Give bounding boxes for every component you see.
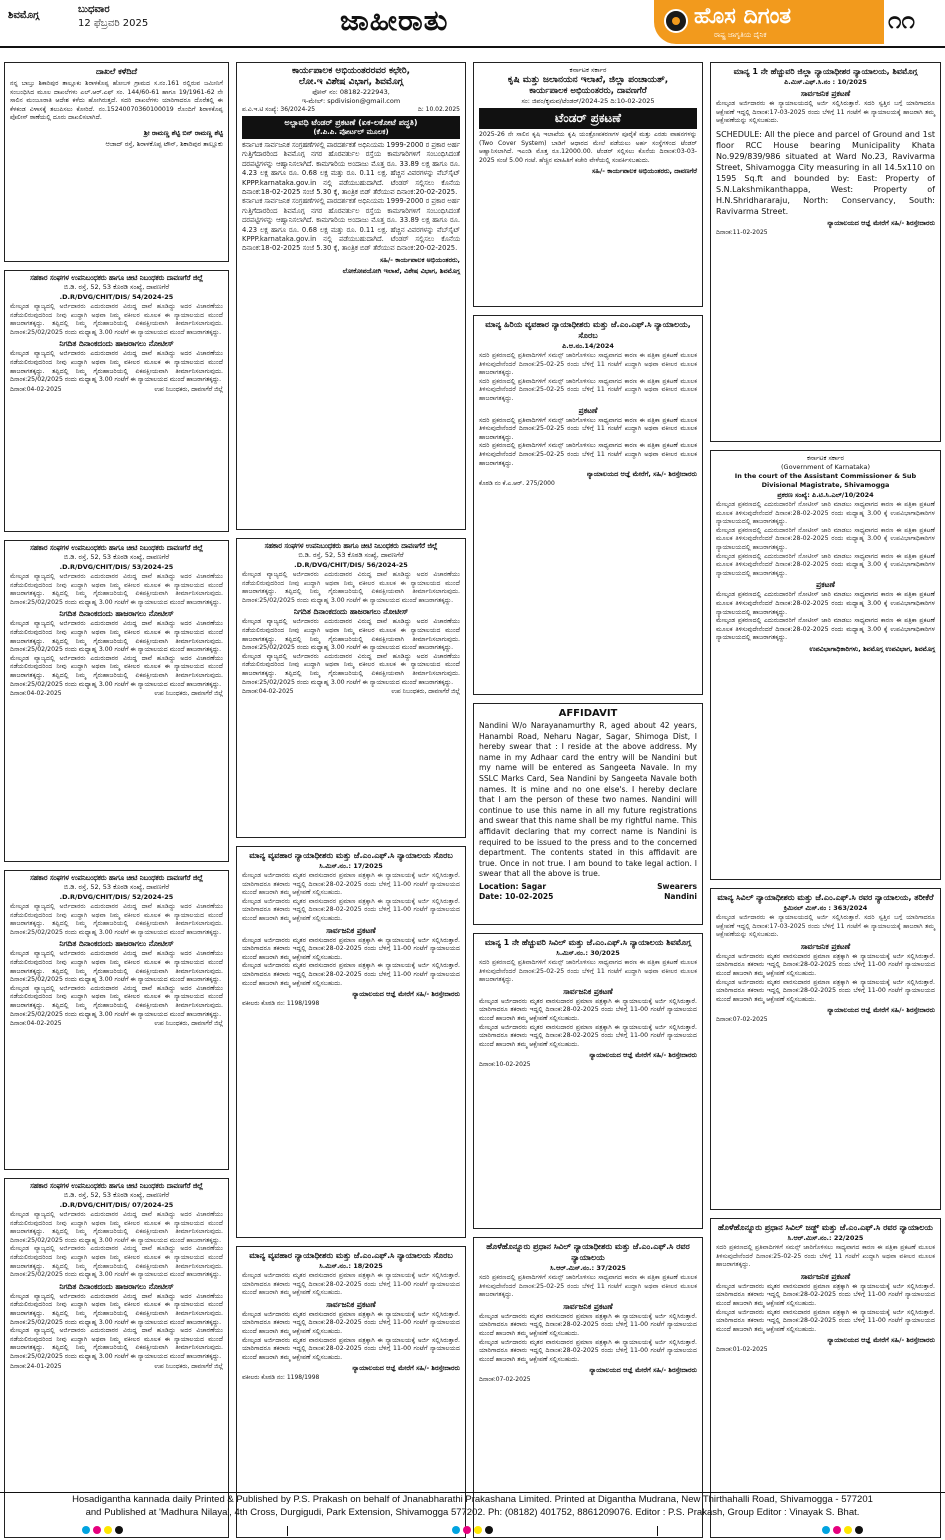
notice-body-5: ಮೇಲ್ಕಂಡ ಪ್ರಕರಣದಲ್ಲಿ ಎದುರುದಾರರಿಗೆ ನೋಟೀಸ್ ಜಾರಿ ಮಾಡಲು ಸಾಧ್ಯವಾಗದ ಕಾರಣ ಈ ಪತ್ರಿಕಾ ಪ್ರಕಟಣೆ ಮೂಲಕ ತಿಳಿಸುವುದೇನೆಂದರೆ ದಿನಾಂಕ:28-02-2025 ರಂದು ಮಧ್ಯಾಹ್ನ 3.00 ಕ್ಕೆ ಉಪವಿಭಾಗಾಧಿಕಾರಿಗಳ ನ್ಯಾಯಾಲಯದಲ್ಲಿ ಹಾಜರಾಗತಕ್ಕದ್ದು. [716,617,935,642]
notice-signature: ಉಪ ನಿಬಂಧಕರು, ದಾವಣಗೆರೆ ಜಿಲ್ಲೆ [154,385,223,393]
notice-title: ಮಾನ್ಯ ವ್ಯವಹಾರ ನ್ಯಾಯಾಧೀಶರು ಮತ್ತು ಜೆ.ಎಂ.ಎಫ್.ಸಿ ನ್ಯಾಯಾಲಯ ಸೊರಬ [249,1251,453,1260]
notice-title: ಹೊಳೆಹೊನ್ನೂರು ಪ್ರಧಾನ ಸಿವಿಲ್ ನ್ಯಾಯಾಧೀಶರು ಮತ್ತು ಜೆ.ಎಂ.ಎಫ್.ಸಿ ರವರ ನ್ಯಾಯಾಲಯ [486,1242,690,1262]
affidavit-swearer: Nandini [664,891,697,901]
notice-ref: ಪಿ.ಮಿಸ್.ಎಫ್.ಸಿ.ನಂ : 10/2025 [784,78,867,86]
notice-body-4: ಮೇಲ್ಕಂಡ ಅರ್ಜಿದಾರರು ಮೃತರ ವಾರಸುದಾರರ ಪ್ರಮಾಣ ಪತ್ರಕ್ಕಾಗಿ ಈ ನ್ಯಾಯಾಲಯಕ್ಕೆ ಅರ್ಜಿ ಸಲ್ಲಿಸಿರುತ್ತಾರೆ. ಯಾರಿಗಾದರೂ ತಕರಾರು ಇದ್ದಲ್ಲಿ ದಿನಾಂಕ:28-02-2025 ರಂದು ಬೆಳಿಗ್ಗೆ 11-00 ಗಂಟೆಗೆ ನ್ಯಾಯಾಲಯದ ಮುಂದೆ ಹಾಜರಾಗಿ ತಮ್ಮ ಆಕ್ಷೇಪಣೆ ಸಲ್ಲಿಸಬಹುದು. [242,962,460,987]
notice-body-2: ಮೇಲ್ಕಂಡ ವ್ಯಾಜ್ಯದಲ್ಲಿ ಅರ್ಜಿದಾರರು ಎದುರುದಾರರ ವಿರುದ್ಧ ದಾವೆ ಹೂಡಿದ್ದು ಅದರ ವಿಚಾರಣೆಯು ನಡೆಯಲಿರುವುದರಿಂದ ನೀವು ಖುದ್ದಾಗಿ ಅಥವಾ ನಿಮ್ಮ ವಕೀಲರ ಮೂಲಕ ಈ ನ್ಯಾಯಾಲಯದ ಮುಂದೆ ಹಾಜರಾಗತಕ್ಕದ್ದು. ತಪ್ಪಿದಲ್ಲಿ ನಿಮ್ಮ ಗೈರುಹಾಜರಿಯಲ್ಲಿ ಏಕಪಕ್ಷೀಯವಾಗಿ ತೀರ್ಮಾನಿಸಲಾಗುವುದು. ದಿನಾಂಕ:25/02/2025 ರಂದು ಮಧ್ಯಾಹ್ನ 3.00 ಗಂಟೆಗೆ ಈ ನ್ಯಾಯಾಲಯದ ಮುಂದೆ ಹಾಜರಾಗತಕ್ಕದ್ದು. [242,618,460,652]
notice-heading: ಸಾರ್ವಜನಿಕ ಪ್ರಕಟಣೆ [800,941,851,951]
date: 12 ಫೆಬ್ರವರಿ 2025 [78,18,149,29]
magenta-dot-icon [93,1526,101,1534]
notice-body-4: ಮೇಲ್ಕಂಡ ಪ್ರಕರಣದಲ್ಲಿ ಎದುರುದಾರರಿಗೆ ನೋಟೀಸ್ ಜಾರಿ ಮಾಡಲು ಸಾಧ್ಯವಾಗದ ಕಾರಣ ಈ ಪತ್ರಿಕಾ ಪ್ರಕಟಣೆ ಮೂಲಕ ತಿಳಿಸುವುದೇನೆಂದರೆ ದಿನಾಂಕ:28-02-2025 ರಂದು ಮಧ್ಯಾಹ್ನ 3.00 ಕ್ಕೆ ಉಪವಿಭಾಗಾಧಿಕಾರಿಗಳ ನ್ಯಾಯಾಲಯದಲ್ಲಿ ಹಾಜರಾಗತಕ್ಕದ್ದು. [716,591,935,616]
imprint-line-2: and Published at 'Madhura Nilaya', 4th Cross, Durgigudi, Park Extension, Shivamogga 577202. Ph: (08182) 401752, 8861209076. Editor : P.S. Prakash, Group Editor : Vinayak S. Bhat. [85,1507,860,1518]
notice-signature-2: ಲೋಕೋಪಯೋಗಿ ಇಲಾಖೆ, ವಿಶೇಷ ವಿಭಾಗ, ಶಿವಮೊಗ್ಗ [342,266,460,275]
notice-signature: ನ್ಯಾಯಾಲಯದ ಆಜ್ಞೆ ಮೇರೆಗೆ ಸಹಿ/- ಶಿರಸ್ತೇದಾರರು [589,1051,697,1060]
notice-address: ಬಿ.ಡಿ. ರಸ್ತೆ, 52, 53 ಕೊಠಡಿ ಸಂಖ್ಯೆ, ದಾವಣಗೆರೆ [298,551,404,559]
notice-ref: ಕ್ರಿಮಿನಲ್ ಮಿಸ್.ನಂ : 363/2024 [783,904,868,912]
court-notice-shivamogga [473,933,703,1229]
notice-gov-en: (Government of Karnataka) [781,463,870,471]
notice-title: ಕಾರ್ಯಪಾಲಕ ಅಭಿಯಂತರರವರ ಕಛೇರಿ, [291,66,411,76]
notice-date: ದಿನಾಂಕ:10-02-2025 [479,1061,531,1069]
notice-title-2: ಕಾರ್ಯಪಾಲಕ ಅಭಿಯಂತರರು, ದಾವಣಗೆರೆ [529,86,647,96]
notice-heading: ನಿಗದಿತ ದಿನಾಂಕದಂದು ಹಾಜರಾಗಲು ನೋಟೀಸ್ [59,1281,174,1291]
court-notice-district [710,62,941,442]
section-title: ಜಾಹೀರಾತು [340,4,449,37]
notice-head: ಸಹಕಾರ ಸಂಘಗಳ ಉಪನಿಬಂಧಕರು ಹಾಗೂ ಚೀಟಿ ನಿಬಂಧಕರು ದಾವಣಗೆರೆ ಜಿಲ್ಲೆ [30,1182,203,1190]
notice-ref: ಸಿ.ಆರ್.ಮಿಸ್.ನಂ.: 22/2025 [787,1234,864,1242]
notice-address: ಆಜಾದ್ ರಸ್ತೆ, ಶಿರಾಳಕೊಪ್ಪ ಟೌನ್, ಶಿಕಾರಿಪುರ ತಾಲ್ಲೂಕು [105,139,223,148]
notice-ref: ಸಂ: ಜಿಪಂ/ಕೃಮವ/ಟೆಂಡರ್/2024-25 ದಿ:10-02-2025 [521,97,655,105]
notice-body-2: ಕರ್ನಾಟಕ ಸಾರ್ವಜನಿಕ ಸಂಗ್ರಹಣೆಗಳಲ್ಲಿ ಪಾರದರ್ಶಕತೆ ಅಧಿನಿಯಮ 1999-2000 ರ ಪ್ರಕಾರ ಅರ್ಹ ಗುತ್ತಿಗೆದಾರರಿಂದ ಶಿವಮೊಗ್ಗ ನಗರ ಹೊರವರ್ತುಲ ರಸ್ತೆಯ ಕಾಮಗಾರಿಗಳಿಗೆ ಸಂಬಂಧಿಸಿದಂತೆ ದರಪಟ್ಟಿಗಳನ್ನು ಆಹ್ವಾನಿಸಲಾಗಿದೆ. ಕಾಮಗಾರಿಯ ಅಂದಾಜು ಮೊತ್ತ ರೂ. 33.89 ಲಕ್ಷ ಹಾಗೂ ರೂ. 4.23 ಲಕ್ಷ ಹಾಗೂ ರೂ. 0.68 ಲಕ್ಷ ಮತ್ತು ರೂ. 0.11 ಲಕ್ಷ. ಹೆಚ್ಚಿನ ವಿವರಗಳನ್ನು ವೆಬ್‌ಸೈಟ್ KPPP.karnataka.gov.in ನಲ್ಲಿ ಪಡೆಯಬಹುದಾಗಿದೆ. ಟೆಂಡರ್ ಸಲ್ಲಿಸಲು ಕೊನೆಯ ದಿನಾಂಕ:18-02-2025 ಸಂಜೆ 5.30 ಕ್ಕೆ, ತಾಂತ್ರಿಕ ಬಿಡ್ ತೆರೆಯುವ ದಿನಾಂಕ:20-02-2025. [242,197,460,253]
notice-body-3: ಮೇಲ್ಕಂಡ ಅರ್ಜಿದಾರರು ಮೃತರ ವಾರಸುದಾರರ ಪ್ರಮಾಣ ಪತ್ರಕ್ಕಾಗಿ ಈ ನ್ಯಾಯಾಲಯಕ್ಕೆ ಅರ್ಜಿ ಸಲ್ಲಿಸಿರುತ್ತಾರೆ. ಯಾರಿಗಾದರೂ ತಕರಾರು ಇದ್ದಲ್ಲಿ ದಿನಾಂಕ:28-02-2025 ರಂದು ಬೆಳಿಗ್ಗೆ 11-00 ಗಂಟೆಗೆ ನ್ಯಾಯಾಲಯದ ಮುಂದೆ ಹಾಜರಾಗಿ ತಮ್ಮ ಆಕ್ಷೇಪಣೆ ಸಲ್ಲಿಸಬಹುದು. [242,936,460,961]
cyan-dot-icon [822,1526,830,1534]
notice-ref: ಪಿ.ಆ.ನಂ.14/2024 [562,342,614,350]
notice-ref: ಪ್ರಕರಣ ಸಂಖ್ಯೆ: ಪಿ.ಟಿ.ಸಿ.ಎಲ್/10/2024 [777,491,874,499]
notice-date: ದಿನಾಂಕ:07-02-2025 [479,1376,531,1384]
page-number: ೧೧ [888,6,915,34]
notice-heading: ಸಾರ್ವಜನಿಕ ಪ್ರಕಟಣೆ [563,1301,613,1311]
banner-line-1: ಅಲ್ಪಾವಧಿ ಟೆಂಡರ್ ಪ್ರಕಟಣೆ (ಏಕ-ಲಕೋಟೆ ಪದ್ಧತಿ) [284,118,418,127]
notice-signature: ನ್ಯಾಯಾಲಯದ ಆಜ್ಞೆ ಮೇರೆಗೆ, ಸಹಿ/- ಶಿರಸ್ತೇದಾರರು [586,470,697,479]
notice-signature: ಸಹಿ/- ಕಾರ್ಯಪಾಲಕ ಅಭಿಯಂತರರು, [379,255,460,264]
notice-phone: ಫೋನ್ ನಂ: 08182-222943, [312,88,390,96]
notice-title: ದಾಖಲೆ ಕಳೆದಿದೆ [95,67,138,76]
notice-heading: ನಿಗದಿತ ದಿನಾಂಕದಂದು ಹಾಜರಾಗಲು ನೋಟೀಸ್ [293,607,409,617]
brand-name: ಹೊಸ ದಿಗಂತ [694,4,792,29]
coop-notice [236,538,466,838]
notice-signature: ಉಪ ನಿಬಂಧಕರು, ದಾವಣಗೆರೆ ಜಿಲ್ಲೆ [154,1362,223,1370]
notice-body: ಸದರಿ ಪ್ರಕರಣದಲ್ಲಿ ಪ್ರತಿವಾದಿಗಳಿಗೆ ಸಮನ್ಸ್ ಜಾರಿಗೊಳಿಸಲು ಸಾಧ್ಯವಾಗದ ಕಾರಣ ಈ ಪತ್ರಿಕಾ ಪ್ರಕಟಣೆ ಮೂಲಕ ತಿಳಿಸುವುದೇನೆಂದರೆ ದಿನಾಂಕ:25-02-25 ರಂದು ಬೆಳಿಗ್ಗೆ 11 ಗಂಟೆಗೆ ಖುದ್ದಾಗಿ ಅಥವಾ ವಕೀಲರ ಮೂಲಕ ಹಾಜರಾಗತಕ್ಕದ್ದು. [479,1274,697,1299]
notice-body: ಮೇಲ್ಕಂಡ ಪ್ರಕರಣದಲ್ಲಿ ಎದುರುದಾರರಿಗೆ ನೋಟೀಸ್ ಜಾರಿ ಮಾಡಲು ಸಾಧ್ಯವಾಗದ ಕಾರಣ ಈ ಪತ್ರಿಕಾ ಪ್ರಕಟಣೆ ಮೂಲಕ ತಿಳಿಸುವುದೇನೆಂದರೆ ದಿನಾಂಕ:28-02-2025 ರಂದು ಮಧ್ಯಾಹ್ನ 3.00 ಕ್ಕೆ ಉಪವಿಭಾಗಾಧಿಕಾರಿಗಳ ನ್ಯಾಯಾಲಯದಲ್ಲಿ ಹಾಜರಾಗತಕ್ಕದ್ದು. [716,501,935,526]
court-notice-holehonnur [710,1218,941,1538]
brand-tagline: ರಾಷ್ಟ್ರ ಜಾಗೃತಿಯ ದೈನಿಕ [714,31,767,39]
notice-body-2: ಮೇಲ್ಕಂಡ ವ್ಯಾಜ್ಯದಲ್ಲಿ ಅರ್ಜಿದಾರರು ಎದುರುದಾರರ ವಿರುದ್ಧ ದಾವೆ ಹೂಡಿದ್ದು ಅದರ ವಿಚಾರಣೆಯು ನಡೆಯಲಿರುವುದರಿಂದ ನೀವು ಖುದ್ದಾಗಿ ಅಥವಾ ನಿಮ್ಮ ವಕೀಲರ ಮೂಲಕ ಈ ನ್ಯಾಯಾಲಯದ ಮುಂದೆ ಹಾಜರಾಗತಕ್ಕದ್ದು. ತಪ್ಪಿದಲ್ಲಿ ನಿಮ್ಮ ಗೈರುಹಾಜರಿಯಲ್ಲಿ ಏಕಪಕ್ಷೀಯವಾಗಿ ತೀರ್ಮಾನಿಸಲಾಗುವುದು. ದಿನಾಂಕ:25/02/2025 ರಂದು ಮಧ್ಯಾಹ್ನ 3.00 ಗಂಟೆಗೆ ಈ ನ್ಯಾಯಾಲಯದ ಮುಂದೆ ಹಾಜರಾಗತಕ್ಕದ್ದು. [10,950,223,984]
notice-court-en: In the court of the Assistant Commissioner & Sub Divisional Magistrate, Shivamogga [734,472,917,489]
registration-marks [822,1526,863,1538]
notice-ref: .D.R/DVG/CHIT/DIS/ 52/2024-25 [59,893,174,901]
notice-body-3: ಮೇಲ್ಕಂಡ ವ್ಯಾಜ್ಯದಲ್ಲಿ ಅರ್ಜಿದಾರರು ಎದುರುದಾರರ ವಿರುದ್ಧ ದಾವೆ ಹೂಡಿದ್ದು ಅದರ ವಿಚಾರಣೆಯು ನಡೆಯಲಿರುವುದರಿಂದ ನೀವು ಖುದ್ದಾಗಿ ಅಥವಾ ನಿಮ್ಮ ವಕೀಲರ ಮೂಲಕ ಈ ನ್ಯಾಯಾಲಯದ ಮುಂದೆ ಹಾಜರಾಗತಕ್ಕದ್ದು. ತಪ್ಪಿದಲ್ಲಿ ನಿಮ್ಮ ಗೈರುಹಾಜರಿಯಲ್ಲಿ ಏಕಪಕ್ಷೀಯವಾಗಿ ತೀರ್ಮಾನಿಸಲಾಗುವುದು. ದಿನಾಂಕ:25/02/2025 ರಂದು ಮಧ್ಯಾಹ್ನ 3.00 ಗಂಟೆಗೆ ಈ ನ್ಯಾಯಾಲಯದ ಮುಂದೆ ಹಾಜರಾಗತಕ್ಕದ್ದು. [10,984,223,1018]
notice-body: ಮೇಲ್ಕಂಡ ವ್ಯಾಜ್ಯದಲ್ಲಿ ಅರ್ಜಿದಾರರು ಎದುರುದಾರರ ವಿರುದ್ಧ ದಾವೆ ಹೂಡಿದ್ದು ಅದರ ವಿಚಾರಣೆಯು ನಡೆಯಲಿರುವುದರಿಂದ ನೀವು ಖುದ್ದಾಗಿ ಅಥವಾ ನಿಮ್ಮ ವಕೀಲರ ಮೂಲಕ ಈ ನ್ಯಾಯಾಲಯದ ಮುಂದೆ ಹಾಜರಾಗತಕ್ಕದ್ದು. ತಪ್ಪಿದಲ್ಲಿ ನಿಮ್ಮ ಗೈರುಹಾಜರಿಯಲ್ಲಿ ಏಕಪಕ್ಷೀಯವಾಗಿ ತೀರ್ಮಾನಿಸಲಾಗುವುದು. ದಿನಾಂಕ:25/02/2025 ರಂದು ಮಧ್ಯಾಹ್ನ 3.00 ಗಂಟೆಗೆ ಈ ನ್ಯಾಯಾಲಯದ ಮುಂದೆ ಹಾಜರಾಗತಕ್ಕದ್ದು. [10,303,223,336]
notice-signature: ನ್ಯಾಯಾಲಯದ ಆಜ್ಞೆ ಮೇರೆಗೆ ಸಹಿ/- ಶಿರಸ್ತೇದಾರರು [827,218,935,227]
notice-gov: ಕರ್ನಾಟಕ ಸರ್ಕಾರ [807,454,844,462]
notice-ref: .D.R/DVG/CHIT/DIS/ 53/2024-25 [59,563,174,571]
notice-body: ಸದರಿ ಪ್ರಕರಣದಲ್ಲಿ ಪ್ರತಿವಾದಿಗಳಿಗೆ ಸಮನ್ಸ್ ಜಾರಿಗೊಳಿಸಲು ಸಾಧ್ಯವಾಗದ ಕಾರಣ ಈ ಪತ್ರಿಕಾ ಪ್ರಕಟಣೆ ಮೂಲಕ ತಿಳಿಸುವುದೇನೆಂದರೆ ದಿನಾಂಕ:25-02-25 ರಂದು ಬೆಳಿಗ್ಗೆ 11 ಗಂಟೆಗೆ ಖುದ್ದಾಗಿ ಅಥವಾ ವಕೀಲರ ಮೂಲಕ ಹಾಜರಾಗತಕ್ಕದ್ದು. [716,1244,935,1269]
notice-ref: .D.R/DVG/CHIT/DIS/ 54/2024-25 [59,293,174,301]
notice-heading: ಸಾರ್ವಜನಿಕ ಪ್ರಕಟಣೆ [800,1271,851,1281]
notice-date: ದಿನಾಂಕ:04-02-2025 [10,385,62,393]
notice-heading: ಪ್ರಕಟಣೆ [578,405,598,415]
notice-head: ಸಹಕಾರ ಸಂಘಗಳ ಉಪನಿಬಂಧಕರು ಹಾಗೂ ಚೀಟಿ ನಿಬಂಧಕರು ದಾವಣಗೆರೆ ಜಿಲ್ಲೆ [30,874,203,882]
notice-date: ದಿನಾಂಕ:07-02-2025 [716,1016,768,1024]
newspaper-logo-icon [664,9,688,33]
notice-date: ದಿ: 10.02.2025 [417,106,460,113]
notice-signature: ಉಪ ನಿಬಂಧಕರು, ದಾವಣಗೆರೆ ಜಿಲ್ಲೆ [391,688,460,696]
notice-signature: ಶ್ರೀ ರಾಮಣ್ಣ ಶೆಟ್ಟಿ ಬಿನ್ ರಾಮಣ್ಣ ಶೆಟ್ಟಿ [143,128,223,137]
notice-title-2: ಲೋ.ಇ ವಿಶೇಷ ವಿಭಾಗ, ಶಿವಮೊಗ್ಗ [298,77,404,87]
notice-body: ಮೇಲ್ಕಂಡ ವ್ಯಾಜ್ಯದಲ್ಲಿ ಅರ್ಜಿದಾರರು ಎದುರುದಾರರ ವಿರುದ್ಧ ದಾವೆ ಹೂಡಿದ್ದು ಅದರ ವಿಚಾರಣೆಯು ನಡೆಯಲಿರುವುದರಿಂದ ನೀವು ಖುದ್ದಾಗಿ ಅಥವಾ ನಿಮ್ಮ ವಕೀಲರ ಮೂಲಕ ಈ ನ್ಯಾಯಾಲಯದ ಮುಂದೆ ಹಾಜರಾಗತಕ್ಕದ್ದು. ತಪ್ಪಿದಲ್ಲಿ ನಿಮ್ಮ ಗೈರುಹಾಜರಿಯಲ್ಲಿ ಏಕಪಕ್ಷೀಯವಾಗಿ ತೀರ್ಮಾನಿಸಲಾಗುವುದು. ದಿನಾಂಕ:25/02/2025 ರಂದು ಮಧ್ಯಾಹ್ನ 3.00 ಗಂಟೆಗೆ ಈ ನ್ಯಾಯಾಲಯದ ಮುಂದೆ ಹಾಜರಾಗತಕ್ಕದ್ದು. [242,571,460,604]
notice-body-3: ಮೇಲ್ಕಂಡ ಪ್ರಕರಣದಲ್ಲಿ ಎದುರುದಾರರಿಗೆ ನೋಟೀಸ್ ಜಾರಿ ಮಾಡಲು ಸಾಧ್ಯವಾಗದ ಕಾರಣ ಈ ಪತ್ರಿಕಾ ಪ್ರಕಟಣೆ ಮೂಲಕ ತಿಳಿಸುವುದೇನೆಂದರೆ ದಿನಾಂಕ:28-02-2025 ರಂದು ಮಧ್ಯಾಹ್ನ 3.00 ಕ್ಕೆ ಉಪವಿಭಾಗಾಧಿಕಾರಿಗಳ ನ್ಯಾಯಾಲಯದಲ್ಲಿ ಹಾಜರಾಗತಕ್ಕದ್ದು. [716,552,935,577]
notice-body-2: ಸದರಿ ಪ್ರಕರಣದಲ್ಲಿ ಪ್ರತಿವಾದಿಗಳಿಗೆ ಸಮನ್ಸ್ ಜಾರಿಗೊಳಿಸಲು ಸಾಧ್ಯವಾಗದ ಕಾರಣ ಈ ಪತ್ರಿಕಾ ಪ್ರಕಟಣೆ ಮೂಲಕ ತಿಳಿಸುವುದೇನೆಂದರೆ ದಿನಾಂಕ:25-02-25 ರಂದು ಬೆಳಿಗ್ಗೆ 11 ಗಂಟೆಗೆ ಖುದ್ದಾಗಿ ಅಥವಾ ವಕೀಲರ ಮೂಲಕ ಹಾಜರಾಗತಕ್ಕದ್ದು. [479,377,697,402]
notice-ref: ಸಿ.ಮಿಸ್.ನಂ.: 30/2025 [556,949,620,957]
notice-ref: ಸಿ.ಮಿಸ್.ನಂ.: 18/2025 [319,1262,383,1270]
notice-signature: ನ್ಯಾಯಾಲಯದ ಆಜ್ಞೆ ಮೇರೆಗೆ ಸಹಿ/- ಶಿರಸ್ತೇದಾರರು [589,1366,697,1375]
advocate-ref: ವಕೀಲರು ಕೊಠಡಿ ನಂ: 1198/1998 [242,1374,320,1382]
notice-body-3: ಮೇಲ್ಕಂಡ ವ್ಯಾಜ್ಯದಲ್ಲಿ ಅರ್ಜಿದಾರರು ಎದುರುದಾರರ ವಿರುದ್ಧ ದಾವೆ ಹೂಡಿದ್ದು ಅದರ ವಿಚಾರಣೆಯು ನಡೆಯಲಿರುವುದರಿಂದ ನೀವು ಖುದ್ದಾಗಿ ಅಥವಾ ನಿಮ್ಮ ವಕೀಲರ ಮೂಲಕ ಈ ನ್ಯಾಯಾಲಯದ ಮುಂದೆ ಹಾಜರಾಗತಕ್ಕದ್ದು. ತಪ್ಪಿದಲ್ಲಿ ನಿಮ್ಮ ಗೈರುಹಾಜರಿಯಲ್ಲಿ ಏಕಪಕ್ಷೀಯವಾಗಿ ತೀರ್ಮಾನಿಸಲಾಗುವುದು. ದಿನಾಂಕ:25/02/2025 ರಂದು ಮಧ್ಯಾಹ್ನ 3.00 ಗಂಟೆಗೆ ಈ ನ್ಯಾಯಾಲಯದ ಮುಂದೆ ಹಾಜರಾಗತಕ್ಕದ್ದು. [242,652,460,686]
black-dot-icon [855,1526,863,1534]
notice-body-2: ಮೇಲ್ಕಂಡ ಅರ್ಜಿದಾರರು ಮೃತರ ವಾರಸುದಾರರ ಪ್ರಮಾಣ ಪತ್ರಕ್ಕಾಗಿ ಈ ನ್ಯಾಯಾಲಯಕ್ಕೆ ಅರ್ಜಿ ಸಲ್ಲಿಸಿರುತ್ತಾರೆ. ಯಾರಿಗಾದರೂ ತಕರಾರು ಇದ್ದಲ್ಲಿ ದಿನಾಂಕ:28-02-2025 ರಂದು ಬೆಳಿಗ್ಗೆ 11-00 ಗಂಟೆಗೆ ನ್ಯಾಯಾಲಯದ ಮುಂದೆ ಹಾಜರಾಗಿ ತಮ್ಮ ಆಕ್ಷೇಪಣೆ ಸಲ್ಲಿಸಬಹುದು. [716,1282,935,1307]
lost-document-notice [4,62,229,262]
notice-body-4: ಸದರಿ ಪ್ರಕರಣದಲ್ಲಿ ಪ್ರತಿವಾದಿಗಳಿಗೆ ಸಮನ್ಸ್ ಜಾರಿಗೊಳಿಸಲು ಸಾಧ್ಯವಾಗದ ಕಾರಣ ಈ ಪತ್ರಿಕಾ ಪ್ರಕಟಣೆ ಮೂಲಕ ತಿಳಿಸುವುದೇನೆಂದರೆ ದಿನಾಂಕ:25-02-25 ರಂದು ಬೆಳಿಗ್ಗೆ 11 ಗಂಟೆಗೆ ಖುದ್ದಾಗಿ ಅಥವಾ ವಕೀಲರ ಮೂಲಕ ಹಾಜರಾಗತಕ್ಕದ್ದು. [479,442,697,467]
notice-body-3: ಮೇಲ್ಕಂಡ ವ್ಯಾಜ್ಯದಲ್ಲಿ ಅರ್ಜಿದಾರರು ಎದುರುದಾರರ ವಿರುದ್ಧ ದಾವೆ ಹೂಡಿದ್ದು ಅದರ ವಿಚಾರಣೆಯು ನಡೆಯಲಿರುವುದರಿಂದ ನೀವು ಖುದ್ದಾಗಿ ಅಥವಾ ನಿಮ್ಮ ವಕೀಲರ ಮೂಲಕ ಈ ನ್ಯಾಯಾಲಯದ ಮುಂದೆ ಹಾಜರಾಗತಕ್ಕದ್ದು. ತಪ್ಪಿದಲ್ಲಿ ನಿಮ್ಮ ಗೈರುಹಾಜರಿಯಲ್ಲಿ ಏಕಪಕ್ಷೀಯವಾಗಿ ತೀರ್ಮಾನಿಸಲಾಗುವುದು. ದಿನಾಂಕ:25/02/2025 ರಂದು ಮಧ್ಯಾಹ್ನ 3.00 ಗಂಟೆಗೆ ಈ ನ್ಯಾಯಾಲಯದ ಮುಂದೆ ಹಾಜರಾಗತಕ್ಕದ್ದು. [10,654,223,688]
notice-heading: ನಿಗದಿತ ದಿನಾಂಕದಂದು ಹಾಜರಾಗಲು ನೋಟೀಸ್ [59,339,174,349]
yellow-dot-icon [844,1526,852,1534]
masthead [0,0,945,48]
court-notice-sorab [473,315,703,695]
notice-banner [242,116,460,139]
affidavit-body: Nandini W/o Narayanamurthy R, aged about 42 years, Hanambi Road, Neharu Nagar, Sagar, Shimoga Dist, I hereby swear that : I reside at the above address. My name in my Adhaar card the entry will be Nandini but my name will be entered as Sangeeta Navale. In my SSLC Marks Card, Sea Nandini by Sangeeta Navale both names. It is mine and no one else's. I hereby declare that I am the person of these two names. Nandini will continue to use this name in all my future registrations and swear that this name shall be my rightful name. This affidavit declaring that my correct name is Nandini is required to be issued to the press and to the concerned department. The contents stated in this affidavit are true. Once in not true. I am bound to take legal action. I swear that all the above is true. [479,721,697,879]
banner-line-2: (ಕೆ.ಪಿ.ಪಿ. ಪೋರ್ಟಲ್ ಮೂಲಕ) [313,128,389,136]
notice-body-2: ಮೇಲ್ಕಂಡ ವ್ಯಾಜ್ಯದಲ್ಲಿ ಅರ್ಜಿದಾರರು ಎದುರುದಾರರ ವಿರುದ್ಧ ದಾವೆ ಹೂಡಿದ್ದು ಅದರ ವಿಚಾರಣೆಯು ನಡೆಯಲಿರುವುದರಿಂದ ನೀವು ಖುದ್ದಾಗಿ ಅಥವಾ ನಿಮ್ಮ ವಕೀಲರ ಮೂಲಕ ಈ ನ್ಯಾಯಾಲಯದ ಮುಂದೆ ಹಾಜರಾಗತಕ್ಕದ್ದು. ತಪ್ಪಿದಲ್ಲಿ ನಿಮ್ಮ ಗೈರುಹಾಜರಿಯಲ್ಲಿ ಏಕಪಕ್ಷೀಯವಾಗಿ ತೀರ್ಮಾನಿಸಲಾಗುವುದು. ದಿನಾಂಕ:25/02/2025 ರಂದು ಮಧ್ಯಾಹ್ನ 3.00 ಗಂಟೆಗೆ ಈ ನ್ಯಾಯಾಲಯದ ಮುಂದೆ ಹಾಜರಾಗತಕ್ಕದ್ದು. [10,1245,223,1279]
tender-notice-agriculture [473,62,703,307]
registration-marks [452,1526,493,1538]
magenta-dot-icon [463,1526,471,1534]
notice-head: ಸಹಕಾರ ಸಂಘಗಳ ಉಪನಿಬಂಧಕರು ಹಾಗೂ ಚೀಟಿ ನಿಬಂಧಕರು ದಾವಣಗೆರೆ ಜಿಲ್ಲೆ [30,274,203,282]
notice-body: ನನ್ನ ಬಾಬ್ತು ಶಿಕಾರಿಪುರ ತಾಲ್ಲೂಕು ಶಿರಾಳಕೊಪ್ಪ ಹೋಬಳಿ ಗ್ರಾಮದ ಸ.ನಂ.161 ರಲ್ಲಿರುವ ಜಮೀನಿಗೆ ಸಂಬಂಧಿಸಿದ ಮೂಲ ದಾಖಲೆಗಳು ಎಲ್.ಆರ್.ಎಫ್ ಸಂ. 144/60-61 ಹಾಗೂ 19/1961-62 ನೇ ಸಾಲಿನ ಮಂಜೂರಾತಿ ಆದೇಶ ಕಳೆದು ಹೋಗಿರುತ್ತದೆ. ಸದರಿ ದಾಖಲೆಗಳು ಯಾರಿಗಾದರೂ ದೊರೆತಲ್ಲಿ ಈ ಕೆಳಕಂಡ ವಿಳಾಸಕ್ಕೆ ತಲುಪಿಸಲು ಕೋರಿದೆ. ನಂ.15240070360100019 ರೊಂದಿಗೆ ಶಿರಾಳಕೊಪ್ಪ ಪೊಲೀಸ್ ಠಾಣೆಯಲ್ಲಿ ದೂರು ದಾಖಲಿಸಲಾಗಿದೆ. [10,80,223,122]
notice-date: ದಿನಾಂಕ:24-01-2025 [10,1362,62,1370]
notice-signature: ನ್ಯಾಯಾಲಯದ ಆಜ್ಞೆ ಮೇರೆಗೆ ಸಹಿ/- ಶಿರಸ್ತೇದಾರರು [352,1364,460,1373]
affidavit-notice [473,703,703,925]
notice-body-4: ಮೇಲ್ಕಂಡ ವ್ಯಾಜ್ಯದಲ್ಲಿ ಅರ್ಜಿದಾರರು ಎದುರುದಾರರ ವಿರುದ್ಧ ದಾವೆ ಹೂಡಿದ್ದು ಅದರ ವಿಚಾರಣೆಯು ನಡೆಯಲಿರುವುದರಿಂದ ನೀವು ಖುದ್ದಾಗಿ ಅಥವಾ ನಿಮ್ಮ ವಕೀಲರ ಮೂಲಕ ಈ ನ್ಯಾಯಾಲಯದ ಮುಂದೆ ಹಾಜರಾಗತಕ್ಕದ್ದು. ತಪ್ಪಿದಲ್ಲಿ ನಿಮ್ಮ ಗೈರುಹಾಜರಿಯಲ್ಲಿ ಏಕಪಕ್ಷೀಯವಾಗಿ ತೀರ್ಮಾನಿಸಲಾಗುವುದು. ದಿನಾಂಕ:25/02/2025 ರಂದು ಮಧ್ಯಾಹ್ನ 3.00 ಗಂಟೆಗೆ ಈ ನ್ಯಾಯಾಲಯದ ಮುಂದೆ ಹಾಜರಾಗತಕ್ಕದ್ದು. [10,1327,223,1360]
notice-banner: ಟೆಂಡರ್ ಪ್ರಕಟಣೆ [479,108,697,129]
magenta-dot-icon [833,1526,841,1534]
black-dot-icon [485,1526,493,1534]
notice-signature: ಉಪ ನಿಬಂಧಕರು, ದಾವಣಗೆರೆ ಜಿಲ್ಲೆ [154,1020,223,1028]
notice-gov: ಕರ್ನಾಟಕ ಸರ್ಕಾರ [569,66,607,74]
notice-body-2: ಮೇಲ್ಕಂಡ ಅರ್ಜಿದಾರರು ಮೃತರ ವಾರಸುದಾರರ ಪ್ರಮಾಣ ಪತ್ರಕ್ಕಾಗಿ ಈ ನ್ಯಾಯಾಲಯಕ್ಕೆ ಅರ್ಜಿ ಸಲ್ಲಿಸಿರುತ್ತಾರೆ. ಯಾರಿಗಾದರೂ ತಕರಾರು ಇದ್ದಲ್ಲಿ ದಿನಾಂಕ:28-02-2025 ರಂದು ಬೆಳಿಗ್ಗೆ 11-00 ಗಂಟೆಗೆ ನ್ಯಾಯಾಲಯದ ಮುಂದೆ ಹಾಜರಾಗಿ ತಮ್ಮ ಆಕ್ಷೇಪಣೆ ಸಲ್ಲಿಸಬಹುದು. [242,897,460,922]
black-dot-icon [115,1526,123,1534]
cyan-dot-icon [82,1526,90,1534]
notice-signature: ಉಪವಿಭಾಗಾಧಿಕಾರಿಗಳು, ಶಿವಮೊಗ್ಗ ಉಪವಿಭಾಗ, ಶಿವಮೊಗ್ಗ [809,644,935,653]
notice-title: ಮಾನ್ಯ ಸಿವಿಲ್ ನ್ಯಾಯಾಧೀಶರು ಮತ್ತು ಜೆ.ಎಂ.ಎಫ್.ಸಿ ರವರ ನ್ಯಾಯಾಲಯ, ತರೀಕೆರೆ [717,893,934,902]
notice-body-3: ಮೇಲ್ಕಂಡ ಅರ್ಜಿದಾರರು ಮೃತರ ವಾರಸುದಾರರ ಪ್ರಮಾಣ ಪತ್ರಕ್ಕಾಗಿ ಈ ನ್ಯಾಯಾಲಯಕ್ಕೆ ಅರ್ಜಿ ಸಲ್ಲಿಸಿರುತ್ತಾರೆ. ಯಾರಿಗಾದರೂ ತಕರಾರು ಇದ್ದಲ್ಲಿ ದಿನಾಂಕ:28-02-2025 ರಂದು ಬೆಳಿಗ್ಗೆ 11-00 ಗಂಟೆಗೆ ನ್ಯಾಯಾಲಯದ ಮುಂದೆ ಹಾಜರಾಗಿ ತಮ್ಮ ಆಕ್ಷೇಪಣೆ ಸಲ್ಲಿಸಬಹುದು. [479,1023,697,1048]
notice-title: ಮಾನ್ಯ 1 ನೇ ಹೆಚ್ಚುವರಿ ಸಿವಿಲ್ ಮತ್ತು ಜೆ.ಎಂ.ಎಫ್.ಸಿ ನ್ಯಾಯಾಲಯ ಶಿವಮೊಗ್ಗ [484,938,692,947]
coop-notice [4,270,229,532]
notice-body-3: ಮೇಲ್ಕಂಡ ಅರ್ಜಿದಾರರು ಮೃತರ ವಾರಸುದಾರರ ಪ್ರಮಾಣ ಪತ್ರಕ್ಕಾಗಿ ಈ ನ್ಯಾಯಾಲಯಕ್ಕೆ ಅರ್ಜಿ ಸಲ್ಲಿಸಿರುತ್ತಾರೆ. ಯಾರಿಗಾದರೂ ತಕರಾರು ಇದ್ದಲ್ಲಿ ದಿನಾಂಕ:28-02-2025 ರಂದು ಬೆಳಿಗ್ಗೆ 11-00 ಗಂಟೆಗೆ ನ್ಯಾಯಾಲಯದ ಮುಂದೆ ಹಾಜರಾಗಿ ತಮ್ಮ ಆಕ್ಷೇಪಣೆ ಸಲ್ಲಿಸಬಹುದು. [716,978,935,1003]
notice-body-3: ಮೇಲ್ಕಂಡ ಅರ್ಜಿದಾರರು ಮೃತರ ವಾರಸುದಾರರ ಪ್ರಮಾಣ ಪತ್ರಕ್ಕಾಗಿ ಈ ನ್ಯಾಯಾಲಯಕ್ಕೆ ಅರ್ಜಿ ಸಲ್ಲಿಸಿರುತ್ತಾರೆ. ಯಾರಿಗಾದರೂ ತಕರಾರು ಇದ್ದಲ್ಲಿ ದಿನಾಂಕ:28-02-2025 ರಂದು ಬೆಳಿಗ್ಗೆ 11-00 ಗಂಟೆಗೆ ನ್ಯಾಯಾಲಯದ ಮುಂದೆ ಹಾಜರಾಗಿ ತಮ್ಮ ಆಕ್ಷೇಪಣೆ ಸಲ್ಲಿಸಬಹುದು. [479,1338,697,1363]
notice-body: ಸದರಿ ಪ್ರಕರಣದಲ್ಲಿ ಪ್ರತಿವಾದಿಗಳಿಗೆ ಸಮನ್ಸ್ ಜಾರಿಗೊಳಿಸಲು ಸಾಧ್ಯವಾಗದ ಕಾರಣ ಈ ಪತ್ರಿಕಾ ಪ್ರಕಟಣೆ ಮೂಲಕ ತಿಳಿಸುವುದೇನೆಂದರೆ ದಿನಾಂಕ:25-02-25 ರಂದು ಬೆಳಿಗ್ಗೆ 11 ಗಂಟೆಗೆ ಖುದ್ದಾಗಿ ಅಥವಾ ವಕೀಲರ ಮೂಲಕ ಹಾಜರಾಗತಕ್ಕದ್ದು. [479,352,697,377]
notice-title: ಮಾನ್ಯ ವ್ಯವಹಾರ ನ್ಯಾಯಾಧೀಶರು ಮತ್ತು ಜೆ.ಎಂ.ಎಫ್.ಸಿ ನ್ಯಾಯಾಲಯ ಸೊರಬ [249,851,453,860]
affidavit-location: Location: Sagar [479,881,547,891]
notice-body-2: ಮೇಲ್ಕಂಡ ಅರ್ಜಿದಾರರು ಮೃತರ ವಾರಸುದಾರರ ಪ್ರಮಾಣ ಪತ್ರಕ್ಕಾಗಿ ಈ ನ್ಯಾಯಾಲಯಕ್ಕೆ ಅರ್ಜಿ ಸಲ್ಲಿಸಿರುತ್ತಾರೆ. ಯಾರಿಗಾದರೂ ತಕರಾರು ಇದ್ದಲ್ಲಿ ದಿನಾಂಕ:28-02-2025 ರಂದು ಬೆಳಿಗ್ಗೆ 11-00 ಗಂಟೆಗೆ ನ್ಯಾಯಾಲಯದ ಮುಂದೆ ಹಾಜರಾಗಿ ತಮ್ಮ ಆಕ್ಷೇಪಣೆ ಸಲ್ಲಿಸಬಹುದು. [479,1312,697,1337]
affidavit-date: Date: 10-02-2025 [479,891,554,901]
coop-notice [4,540,229,862]
notice-body: ಮೇಲ್ಕಂಡ ಅರ್ಜಿದಾರರು ಮೃತರ ವಾರಸುದಾರರ ಪ್ರಮಾಣ ಪತ್ರಕ್ಕಾಗಿ ಈ ನ್ಯಾಯಾಲಯಕ್ಕೆ ಅರ್ಜಿ ಸಲ್ಲಿಸಿರುತ್ತಾರೆ. ಯಾರಿಗಾದರೂ ತಕರಾರು ಇದ್ದಲ್ಲಿ ದಿನಾಂಕ:28-02-2025 ರಂದು ಬೆಳಿಗ್ಗೆ 11-00 ಗಂಟೆಗೆ ನ್ಯಾಯಾಲಯದ ಮುಂದೆ ಹಾಜರಾಗಿ ತಮ್ಮ ಆಕ್ಷೇಪಣೆ ಸಲ್ಲಿಸಬಹುದು. [242,872,460,897]
notice-ref: ಪ.ವಿ.ಇ.ಟಿ ಸಂಖ್ಯೆ: 36/2024-25 [242,106,316,113]
notice-signature: ಉಪ ನಿಬಂಧಕರು, ದಾವಣಗೆರೆ ಜಿಲ್ಲೆ [154,690,223,698]
brand-block [654,0,884,44]
notice-signature: ನ್ಯಾಯಾಲಯದ ಆಜ್ಞೆ ಮೇರೆಗೆ ಸಹಿ/- ಶಿರಸ್ತೇದಾರರು [352,990,460,999]
notice-address: ಬಿ.ಡಿ. ರಸ್ತೆ, 52, 53 ಕೊಠಡಿ ಸಂಖ್ಯೆ, ದಾವಣಗೆರೆ [63,1191,170,1199]
notice-email: ಇ-ಮೇಲ್: spdivision@gmail.com [301,97,401,105]
notice-heading: ಸಾರ್ವಜನಿಕ ಪ್ರಕಟಣೆ [326,1299,376,1309]
notice-address: ಬಿ.ಡಿ. ರಸ್ತೆ, 52, 53 ಕೊಠಡಿ ಸಂಖ್ಯೆ, ದಾವಣಗೆರೆ [63,283,170,291]
notice-body-2: ಮೇಲ್ಕಂಡ ವ್ಯಾಜ್ಯದಲ್ಲಿ ಅರ್ಜಿದಾರರು ಎದುರುದಾರರ ವಿರುದ್ಧ ದಾವೆ ಹೂಡಿದ್ದು ಅದರ ವಿಚಾರಣೆಯು ನಡೆಯಲಿರುವುದರಿಂದ ನೀವು ಖುದ್ದಾಗಿ ಅಥವಾ ನಿಮ್ಮ ವಕೀಲರ ಮೂಲಕ ಈ ನ್ಯಾಯಾಲಯದ ಮುಂದೆ ಹಾಜರಾಗತಕ್ಕದ್ದು. ತಪ್ಪಿದಲ್ಲಿ ನಿಮ್ಮ ಗೈರುಹಾಜರಿಯಲ್ಲಿ ಏಕಪಕ್ಷೀಯವಾಗಿ ತೀರ್ಮಾನಿಸಲಾಗುವುದು. ದಿನಾಂಕ:25/02/2025 ರಂದು ಮಧ್ಯಾಹ್ನ 3.00 ಗಂಟೆಗೆ ಈ ನ್ಯಾಯಾಲಯದ ಮುಂದೆ ಹಾಜರಾಗತಕ್ಕದ್ದು. [10,350,223,384]
crop-mark-icon [287,1526,288,1536]
yellow-dot-icon [474,1526,482,1534]
court-notice-sorab [236,846,466,1238]
notice-body-3: ಮೇಲ್ಕಂಡ ಅರ್ಜಿದಾರರು ಮೃತರ ವಾರಸುದಾರರ ಪ್ರಮಾಣ ಪತ್ರಕ್ಕಾಗಿ ಈ ನ್ಯಾಯಾಲಯಕ್ಕೆ ಅರ್ಜಿ ಸಲ್ಲಿಸಿರುತ್ತಾರೆ. ಯಾರಿಗಾದರೂ ತಕರಾರು ಇದ್ದಲ್ಲಿ ದಿನಾಂಕ:28-02-2025 ರಂದು ಬೆಳಿಗ್ಗೆ 11-00 ಗಂಟೆಗೆ ನ್ಯಾಯಾಲಯದ ಮುಂದೆ ಹಾಜರಾಗಿ ತಮ್ಮ ಆಕ್ಷೇಪಣೆ ಸಲ್ಲಿಸಬಹುದು. [242,1336,460,1361]
advocate-ref: ವಕೀಲರು ಕೊಠಡಿ ನಂ: 1198/1998 [242,1000,320,1008]
affidavit-title: AFFIDAVIT [558,708,618,719]
notice-body: ಮೇಲ್ಕಂಡ ಅರ್ಜಿದಾರರು ಈ ನ್ಯಾಯಾಲಯದಲ್ಲಿ ಅರ್ಜಿ ಸಲ್ಲಿಸಿರುತ್ತಾರೆ. ಸದರಿ ಸ್ವತ್ತಿನ ಬಗ್ಗೆ ಯಾರಿಗಾದರೂ ಆಕ್ಷೇಪಣೆ ಇದ್ದಲ್ಲಿ ದಿನಾಂಕ:17-03-2025 ರಂದು ಬೆಳಿಗ್ಗೆ 11 ಗಂಟೆಗೆ ಈ ನ್ಯಾಯಾಲಯಕ್ಕೆ ಹಾಜರಾಗಿ ತಮ್ಮ ಆಕ್ಷೇಪಣೆಯನ್ನು ಸಲ್ಲಿಸಬಹುದು. [716,100,935,125]
print-registration-bar [0,1526,945,1538]
affidavit-swearer-label: Swearers [657,881,697,891]
notice-signature: ನ್ಯಾಯಾಲಯದ ಆಜ್ಞೆ ಮೇರೆಗೆ ಸಹಿ/- ಶಿರಸ್ತೇದಾರರು [827,1006,935,1015]
tender-notice-pwd [236,62,466,530]
notice-body: ಮೇಲ್ಕಂಡ ವ್ಯಾಜ್ಯದಲ್ಲಿ ಅರ್ಜಿದಾರರು ಎದುರುದಾರರ ವಿರುದ್ಧ ದಾವೆ ಹೂಡಿದ್ದು ಅದರ ವಿಚಾರಣೆಯು ನಡೆಯಲಿರುವುದರಿಂದ ನೀವು ಖುದ್ದಾಗಿ ಅಥವಾ ನಿಮ್ಮ ವಕೀಲರ ಮೂಲಕ ಈ ನ್ಯಾಯಾಲಯದ ಮುಂದೆ ಹಾಜರಾಗತಕ್ಕದ್ದು. ತಪ್ಪಿದಲ್ಲಿ ನಿಮ್ಮ ಗೈರುಹಾಜರಿಯಲ್ಲಿ ಏಕಪಕ್ಷೀಯವಾಗಿ ತೀರ್ಮಾನಿಸಲಾಗುವುದು. ದಿನಾಂಕ:25/02/2025 ರಂದು ಮಧ್ಯಾಹ್ನ 3.00 ಗಂಟೆಗೆ ಈ ನ್ಯಾಯಾಲಯದ ಮುಂದೆ ಹಾಜರಾಗತಕ್ಕದ್ದು. [10,903,223,936]
notice-body: ಕರ್ನಾಟಕ ಸಾರ್ವಜನಿಕ ಸಂಗ್ರಹಣೆಗಳಲ್ಲಿ ಪಾರದರ್ಶಕತೆ ಅಧಿನಿಯಮ 1999-2000 ರ ಪ್ರಕಾರ ಅರ್ಹ ಗುತ್ತಿಗೆದಾರರಿಂದ ಶಿವಮೊಗ್ಗ ನಗರ ಹೊರವರ್ತುಲ ರಸ್ತೆಯ ಕಾಮಗಾರಿಗಳಿಗೆ ಸಂಬಂಧಿಸಿದಂತೆ ದರಪಟ್ಟಿಗಳನ್ನು ಆಹ್ವಾನಿಸಲಾಗಿದೆ. ಕಾಮಗಾರಿಯ ಅಂದಾಜು ಮೊತ್ತ ರೂ. 33.89 ಲಕ್ಷ ಹಾಗೂ ರೂ. 4.23 ಲಕ್ಷ ಹಾಗೂ ರೂ. 0.68 ಲಕ್ಷ ಮತ್ತು ರೂ. 0.11 ಲಕ್ಷ. ಹೆಚ್ಚಿನ ವಿವರಗಳನ್ನು ವೆಬ್‌ಸೈಟ್ KPPP.karnataka.gov.in ನಲ್ಲಿ ಪಡೆಯಬಹುದಾಗಿದೆ. ಟೆಂಡರ್ ಸಲ್ಲಿಸಲು ಕೊನೆಯ ದಿನಾಂಕ:18-02-2025 ಸಂಜೆ 5.30 ಕ್ಕೆ, ತಾಂತ್ರಿಕ ಬಿಡ್ ತೆರೆಯುವ ದಿನಾಂಕ:20-02-2025. [242,141,460,197]
notice-title: ಮಾನ್ಯ ಹಿರಿಯ ವ್ಯವಹಾರ ನ್ಯಾಯಾಧೀಶರು ಮತ್ತು ಜೆ.ಎಂ.ಎಫ್.ಸಿ ನ್ಯಾಯಾಲಯ, ಸೊರಬ [485,320,691,340]
notice-ref: .D.R/DVG/CHIT/DIS/ 07/2024-25 [59,1201,174,1209]
yellow-dot-icon [104,1526,112,1534]
notice-address: ಬಿ.ಡಿ. ರಸ್ತೆ, 52, 53 ಕೊಠಡಿ ಸಂಖ್ಯೆ, ದಾವಣಗೆರೆ [63,883,170,891]
notice-heading: ಪ್ರಕಟಣೆ [816,580,835,590]
notice-body-3: ಮೇಲ್ಕಂಡ ವ್ಯಾಜ್ಯದಲ್ಲಿ ಅರ್ಜಿದಾರರು ಎದುರುದಾರರ ವಿರುದ್ಧ ದಾವೆ ಹೂಡಿದ್ದು ಅದರ ವಿಚಾರಣೆಯು ನಡೆಯಲಿರುವುದರಿಂದ ನೀವು ಖುದ್ದಾಗಿ ಅಥವಾ ನಿಮ್ಮ ವಕೀಲರ ಮೂಲಕ ಈ ನ್ಯಾಯಾಲಯದ ಮುಂದೆ ಹಾಜರಾಗತಕ್ಕದ್ದು. ತಪ್ಪಿದಲ್ಲಿ ನಿಮ್ಮ ಗೈರುಹಾಜರಿಯಲ್ಲಿ ಏಕಪಕ್ಷೀಯವಾಗಿ ತೀರ್ಮಾನಿಸಲಾಗುವುದು. ದಿನಾಂಕ:25/02/2025 ರಂದು ಮಧ್ಯಾಹ್ನ 3.00 ಗಂಟೆಗೆ ಈ ನ್ಯಾಯಾಲಯದ ಮುಂದೆ ಹಾಜರಾಗತಕ್ಕದ್ದು. [10,1292,223,1326]
notice-heading: ನಿಗದಿತ ದಿನಾಂಕದಂದು ಹಾಜರಾಗಲು ನೋಟೀಸ್ [59,609,174,619]
issue-date [78,3,148,31]
notice-body-2: ಮೇಲ್ಕಂಡ ಪ್ರಕರಣದಲ್ಲಿ ಎದುರುದಾರರಿಗೆ ನೋಟೀಸ್ ಜಾರಿ ಮಾಡಲು ಸಾಧ್ಯವಾಗದ ಕಾರಣ ಈ ಪತ್ರಿಕಾ ಪ್ರಕಟಣೆ ಮೂಲಕ ತಿಳಿಸುವುದೇನೆಂದರೆ ದಿನಾಂಕ:28-02-2025 ರಂದು ಮಧ್ಯಾಹ್ನ 3.00 ಕ್ಕೆ ಉಪವಿಭಾಗಾಧಿಕಾರಿಗಳ ನ್ಯಾಯಾಲಯದಲ್ಲಿ ಹಾಜರಾಗತಕ್ಕದ್ದು. [716,526,935,551]
notice-body: ಸದರಿ ಪ್ರಕರಣದಲ್ಲಿ ಪ್ರತಿವಾದಿಗಳಿಗೆ ಸಮನ್ಸ್ ಜಾರಿಗೊಳಿಸಲು ಸಾಧ್ಯವಾಗದ ಕಾರಣ ಈ ಪತ್ರಿಕಾ ಪ್ರಕಟಣೆ ಮೂಲಕ ತಿಳಿಸುವುದೇನೆಂದರೆ ದಿನಾಂಕ:25-02-25 ರಂದು ಬೆಳಿಗ್ಗೆ 11 ಗಂಟೆಗೆ ಖುದ್ದಾಗಿ ಅಥವಾ ವಕೀಲರ ಮೂಲಕ ಹಾಜರಾಗತಕ್ಕದ್ದು. [479,959,697,984]
notice-date: ದಿನಾಂಕ:04-02-2025 [10,1020,62,1028]
notice-title: ಮಾನ್ಯ 1 ನೇ ಹೆಚ್ಚುವರಿ ಜಿಲ್ಲಾ ನ್ಯಾಯಾಧೀಶರ ನ್ಯಾಯಾಲಯ, ಶಿವಮೊಗ್ಗ [733,67,918,76]
notice-signature: ಸಹಿ/- ಕಾರ್ಯಪಾಲಕ ಅಭಿಯಂತರರು, ದಾವಣಗೆರೆ [591,167,697,176]
notice-body: ಮೇಲ್ಕಂಡ ವ್ಯಾಜ್ಯದಲ್ಲಿ ಅರ್ಜಿದಾರರು ಎದುರುದಾರರ ವಿರುದ್ಧ ದಾವೆ ಹೂಡಿದ್ದು ಅದರ ವಿಚಾರಣೆಯು ನಡೆಯಲಿರುವುದರಿಂದ ನೀವು ಖುದ್ದಾಗಿ ಅಥವಾ ನಿಮ್ಮ ವಕೀಲರ ಮೂಲಕ ಈ ನ್ಯಾಯಾಲಯದ ಮುಂದೆ ಹಾಜರಾಗತಕ್ಕದ್ದು. ತಪ್ಪಿದಲ್ಲಿ ನಿಮ್ಮ ಗೈರುಹಾಜರಿಯಲ್ಲಿ ಏಕಪಕ್ಷೀಯವಾಗಿ ತೀರ್ಮಾನಿಸಲಾಗುವುದು. ದಿನಾಂಕ:25/02/2025 ರಂದು ಮಧ್ಯಾಹ್ನ 3.00 ಗಂಟೆಗೆ ಈ ನ್ಯಾಯಾಲಯದ ಮುಂದೆ ಹಾಜರಾಗತಕ್ಕದ್ದು. [10,573,223,606]
notice-ref: .D.R/DVG/CHIT/DIS/ 56/2024-25 [294,561,408,569]
coop-notice [4,1178,229,1538]
notice-date: ದಿನಾಂಕ:04-02-2025 [10,690,62,698]
notice-body-3: ಮೇಲ್ಕಂಡ ಅರ್ಜಿದಾರರು ಮೃತರ ವಾರಸುದಾರರ ಪ್ರಮಾಣ ಪತ್ರಕ್ಕಾಗಿ ಈ ನ್ಯಾಯಾಲಯಕ್ಕೆ ಅರ್ಜಿ ಸಲ್ಲಿಸಿರುತ್ತಾರೆ. ಯಾರಿಗಾದರೂ ತಕರಾರು ಇದ್ದಲ್ಲಿ ದಿನಾಂಕ:28-02-2025 ರಂದು ಬೆಳಿಗ್ಗೆ 11-00 ಗಂಟೆಗೆ ನ್ಯಾಯಾಲಯದ ಮುಂದೆ ಹಾಜರಾಗಿ ತಮ್ಮ ಆಕ್ಷೇಪಣೆ ಸಲ್ಲಿಸಬಹುದು. [716,1308,935,1333]
notice-body-2: ಮೇಲ್ಕಂಡ ಅರ್ಜಿದಾರರು ಮೃತರ ವಾರಸುದಾರರ ಪ್ರಮಾಣ ಪತ್ರಕ್ಕಾಗಿ ಈ ನ್ಯಾಯಾಲಯಕ್ಕೆ ಅರ್ಜಿ ಸಲ್ಲಿಸಿರುತ್ತಾರೆ. ಯಾರಿಗಾದರೂ ತಕರಾರು ಇದ್ದಲ್ಲಿ ದಿನಾಂಕ:28-02-2025 ರಂದು ಬೆಳಿಗ್ಗೆ 11-00 ಗಂಟೆಗೆ ನ್ಯಾಯಾಲಯದ ಮುಂದೆ ಹಾಜರಾಗಿ ತಮ್ಮ ಆಕ್ಷೇಪಣೆ ಸಲ್ಲಿಸಬಹುದು. [479,997,697,1022]
weekday: ಬುಧವಾರ [78,4,110,15]
notice-heading: ನಿಗದಿತ ದಿನಾಂಕದಂದು ಹಾಜರಾಗಲು ನೋಟೀಸ್ [59,939,174,949]
notice-title: ಹೊಳೆಹೊನ್ನೂರು ಪ್ರಧಾನ ಸಿವಿಲ್ ಜಡ್ಜ್ ಮತ್ತು ಜೆ.ಎಂ.ಎಫ್.ಸಿ ರವರ ನ್ಯಾಯಾಲಯ [717,1223,933,1232]
notice-signature: ನ್ಯಾಯಾಲಯದ ಆಜ್ಞೆ ಮೇರೆಗೆ ಸಹಿ/- ಶಿರಸ್ತೇದಾರರು [827,1336,935,1345]
notice-body-2: ಮೇಲ್ಕಂಡ ಅರ್ಜಿದಾರರು ಮೃತರ ವಾರಸುದಾರರ ಪ್ರಮಾಣ ಪತ್ರಕ್ಕಾಗಿ ಈ ನ್ಯಾಯಾಲಯಕ್ಕೆ ಅರ್ಜಿ ಸಲ್ಲಿಸಿರುತ್ತಾರೆ. ಯಾರಿಗಾದರೂ ತಕರಾರು ಇದ್ದಲ್ಲಿ ದಿನಾಂಕ:28-02-2025 ರಂದು ಬೆಳಿಗ್ಗೆ 11-00 ಗಂಟೆಗೆ ನ್ಯಾಯಾಲಯದ ಮುಂದೆ ಹಾಜರಾಗಿ ತಮ್ಮ ಆಕ್ಷೇಪಣೆ ಸಲ್ಲಿಸಬಹುದು. [242,1310,460,1335]
notice-head: ಸಹಕಾರ ಸಂಘಗಳ ಉಪನಿಬಂಧಕರು ಹಾಗೂ ಚೀಟಿ ನಿಬಂಧಕರು ದಾವಣಗೆರೆ ಜಿಲ್ಲೆ [264,542,438,550]
imprint-line [0,1492,945,1523]
notice-date: ದಿನಾಂಕ:01-02-2025 [716,1346,768,1354]
notice-heading: ಸಾರ್ವಜನಿಕ ಪ್ರಕಟಣೆ [563,986,613,996]
notice-ref: ಸಿ.ಮಿಸ್.ನಂ.: 17/2025 [319,862,383,870]
notice-body-3: ಸದರಿ ಪ್ರಕರಣದಲ್ಲಿ ಪ್ರತಿವಾದಿಗಳಿಗೆ ಸಮನ್ಸ್ ಜಾರಿಗೊಳಿಸಲು ಸಾಧ್ಯವಾಗದ ಕಾರಣ ಈ ಪತ್ರಿಕಾ ಪ್ರಕಟಣೆ ಮೂಲಕ ತಿಳಿಸುವುದೇನೆಂದರೆ ದಿನಾಂಕ:25-02-25 ರಂದು ಬೆಳಿಗ್ಗೆ 11 ಗಂಟೆಗೆ ಖುದ್ದಾಗಿ ಅಥವಾ ವಕೀಲರ ಮೂಲಕ ಹಾಜರಾಗತಕ್ಕದ್ದು. [479,416,697,441]
notice-body: ಮೇಲ್ಕಂಡ ಅರ್ಜಿದಾರರು ಈ ನ್ಯಾಯಾಲಯದಲ್ಲಿ ಅರ್ಜಿ ಸಲ್ಲಿಸಿರುತ್ತಾರೆ. ಸದರಿ ಸ್ವತ್ತಿನ ಬಗ್ಗೆ ಯಾರಿಗಾದರೂ ಆಕ್ಷೇಪಣೆ ಇದ್ದಲ್ಲಿ ದಿನಾಂಕ:17-03-2025 ರಂದು ಬೆಳಿಗ್ಗೆ 11 ಗಂಟೆಗೆ ಈ ನ್ಯಾಯಾಲಯಕ್ಕೆ ಹಾಜರಾಗಿ ತಮ್ಮ ಆಕ್ಷೇಪಣೆಯನ್ನು ಸಲ್ಲಿಸಬಹುದು. [716,914,935,939]
notice-ref: ಸಿ.ಆರ್.ಮಿಸ್.ನಂ.: 37/2025 [550,1264,626,1272]
notice-heading: ಸಾರ್ವಜನಿಕ ಪ್ರಕಟಣೆ [800,89,851,98]
notice-head: ಸಹಕಾರ ಸಂಘಗಳ ಉಪನಿಬಂಧಕರು ಹಾಗೂ ಚೀಟಿ ನಿಬಂಧಕರು ದಾವಣಗೆರೆ ಜಿಲ್ಲೆ [30,544,203,552]
property-schedule: SCHEDULE: All the piece and parcel of Ground and 1st floor RCC House bearing Municipality Khata No.929/839/986 situated at Ward No.23, Ravivarma Street, Shivamogga City measuring in all 14.5x110 on 1595 Sq.ft and bounded by: East: Property of S.N.Lakshmikanthappa, West: Property of H.N.Shridhararaju, North: Conservancy, South: Ravivarma Street. [716,129,935,216]
notice-body-2: ಮೇಲ್ಕಂಡ ಅರ್ಜಿದಾರರು ಮೃತರ ವಾರಸುದಾರರ ಪ್ರಮಾಣ ಪತ್ರಕ್ಕಾಗಿ ಈ ನ್ಯಾಯಾಲಯಕ್ಕೆ ಅರ್ಜಿ ಸಲ್ಲಿಸಿರುತ್ತಾರೆ. ಯಾರಿಗಾದರೂ ತಕರಾರು ಇದ್ದಲ್ಲಿ ದಿನಾಂಕ:28-02-2025 ರಂದು ಬೆಳಿಗ್ಗೆ 11-00 ಗಂಟೆಗೆ ನ್ಯಾಯಾಲಯದ ಮುಂದೆ ಹಾಜರಾಗಿ ತಮ್ಮ ಆಕ್ಷೇಪಣೆ ಸಲ್ಲಿಸಬಹುದು. [716,952,935,977]
notice-date: ದಿನಾಂಕ:04-02-2025 [242,688,294,696]
notice-title: ಕೃಷಿ ಮತ್ತು ಜಲಾನಯನ ಇಲಾಖೆ, ಜಿಲ್ಲಾ ಪಂಚಾಯತ್, [507,75,669,85]
notice-body-2: ಮೇಲ್ಕಂಡ ವ್ಯಾಜ್ಯದಲ್ಲಿ ಅರ್ಜಿದಾರರು ಎದುರುದಾರರ ವಿರುದ್ಧ ದಾವೆ ಹೂಡಿದ್ದು ಅದರ ವಿಚಾರಣೆಯು ನಡೆಯಲಿರುವುದರಿಂದ ನೀವು ಖುದ್ದಾಗಿ ಅಥವಾ ನಿಮ್ಮ ವಕೀಲರ ಮೂಲಕ ಈ ನ್ಯಾಯಾಲಯದ ಮುಂದೆ ಹಾಜರಾಗತಕ್ಕದ್ದು. ತಪ್ಪಿದಲ್ಲಿ ನಿಮ್ಮ ಗೈರುಹಾಜರಿಯಲ್ಲಿ ಏಕಪಕ್ಷೀಯವಾಗಿ ತೀರ್ಮಾನಿಸಲಾಗುವುದು. ದಿನಾಂಕ:25/02/2025 ರಂದು ಮಧ್ಯಾಹ್ನ 3.00 ಗಂಟೆಗೆ ಈ ನ್ಯಾಯಾಲಯದ ಮುಂದೆ ಹಾಜರಾಗತಕ್ಕದ್ದು. [10,620,223,654]
notice-address: ಬಿ.ಡಿ. ರಸ್ತೆ, 52, 53 ಕೊಠಡಿ ಸಂಖ್ಯೆ, ದಾವಣಗೆರೆ [63,553,170,561]
city-label: ಶಿವಮೊಗ್ಗ [8,10,40,21]
notice-date: ದಿನಾಂಕ:11-02-2025 [716,228,768,236]
imprint-line-1: Hosadigantha kannada daily Printed & Published by P.S. Prakash on behalf of Jnanabharathi Prakashana Limited. Printed at Digantha Mudrana, New Thirthahalli Road, Shivamogga - 577201 [72,1494,873,1505]
court-notice-tarikere [710,888,941,1210]
coop-notice [4,870,229,1170]
cyan-dot-icon [452,1526,460,1534]
notice-body: ಮೇಲ್ಕಂಡ ಅರ್ಜಿದಾರರು ಮೃತರ ವಾರಸುದಾರರ ಪ್ರಮಾಣ ಪತ್ರಕ್ಕಾಗಿ ಈ ನ್ಯಾಯಾಲಯಕ್ಕೆ ಅರ್ಜಿ ಸಲ್ಲಿಸಿರುತ್ತಾರೆ. ಯಾರಿಗಾದರೂ ತಕರಾರು ಇದ್ದಲ್ಲಿ ದಿನಾಂಕ:28-02-2025 ರಂದು ಬೆಳಿಗ್ಗೆ 11-00 ಗಂಟೆಗೆ ನ್ಯಾಯಾಲಯದ ಮುಂದೆ ಹಾಜರಾಗಿ ತಮ್ಮ ಆಕ್ಷೇಪಣೆ ಸಲ್ಲಿಸಬಹುದು. [242,1272,460,1297]
notice-heading: ಸಾರ್ವಜನಿಕ ಪ್ರಕಟಣೆ [326,925,376,935]
crop-mark-icon [657,1526,658,1536]
notice-body: 2025-26 ನೇ ಸಾಲಿನ ಕೃಷಿ ಇಲಾಖೆಯ ಕೃಷಿ ಯಂತ್ರೋಪಕರಣಗಳ ಪೂರೈಕೆ ಮತ್ತು ಎರಡು ವಾಹನಗಳನ್ನು (Two Cover System) ಬಾಡಿಗೆ ಆಧಾರದ ಮೇಲೆ ಪಡೆಯಲು ಅರ್ಹ ಸಂಸ್ಥೆಗಳಿಂದ ಟೆಂಡರ್ ಆಹ್ವಾನಿಸಲಾಗಿದೆ. ಇಎಂಡಿ ಮೊತ್ತ ರೂ.12000.00. ಟೆಂಡರ್ ಸಲ್ಲಿಸಲು ಕೊನೆಯ ದಿನಾಂಕ:03-03-2025 ಸಂಜೆ 5.00 ಗಂಟೆ. ಹೆಚ್ಚಿನ ಮಾಹಿತಿಗೆ ಕಚೇರಿ ವೇಳೆಯಲ್ಲಿ ಸಂಪರ್ಕಿಸಬಹುದು. [479,131,697,164]
assistant-commissioner-notice [710,450,941,880]
registration-marks [82,1526,123,1538]
notice-body: ಮೇಲ್ಕಂಡ ವ್ಯಾಜ್ಯದಲ್ಲಿ ಅರ್ಜಿದಾರರು ಎದುರುದಾರರ ವಿರುದ್ಧ ದಾವೆ ಹೂಡಿದ್ದು ಅದರ ವಿಚಾರಣೆಯು ನಡೆಯಲಿರುವುದರಿಂದ ನೀವು ಖುದ್ದಾಗಿ ಅಥವಾ ನಿಮ್ಮ ವಕೀಲರ ಮೂಲಕ ಈ ನ್ಯಾಯಾಲಯದ ಮುಂದೆ ಹಾಜರಾಗತಕ್ಕದ್ದು. ತಪ್ಪಿದಲ್ಲಿ ನಿಮ್ಮ ಗೈರುಹಾಜರಿಯಲ್ಲಿ ಏಕಪಕ್ಷೀಯವಾಗಿ ತೀರ್ಮಾನಿಸಲಾಗುವುದು. ದಿನಾಂಕ:25/02/2025 ರಂದು ಮಧ್ಯಾಹ್ನ 3.00 ಗಂಟೆಗೆ ಈ ನ್ಯಾಯಾಲಯದ ಮುಂದೆ ಹಾಜರಾಗತಕ್ಕದ್ದು. [10,1211,223,1244]
advocate-ref: ಕೊಠಡಿ ನಂ ಕೆ.ಎ.ಆರ್. 275/2000 [479,480,555,488]
